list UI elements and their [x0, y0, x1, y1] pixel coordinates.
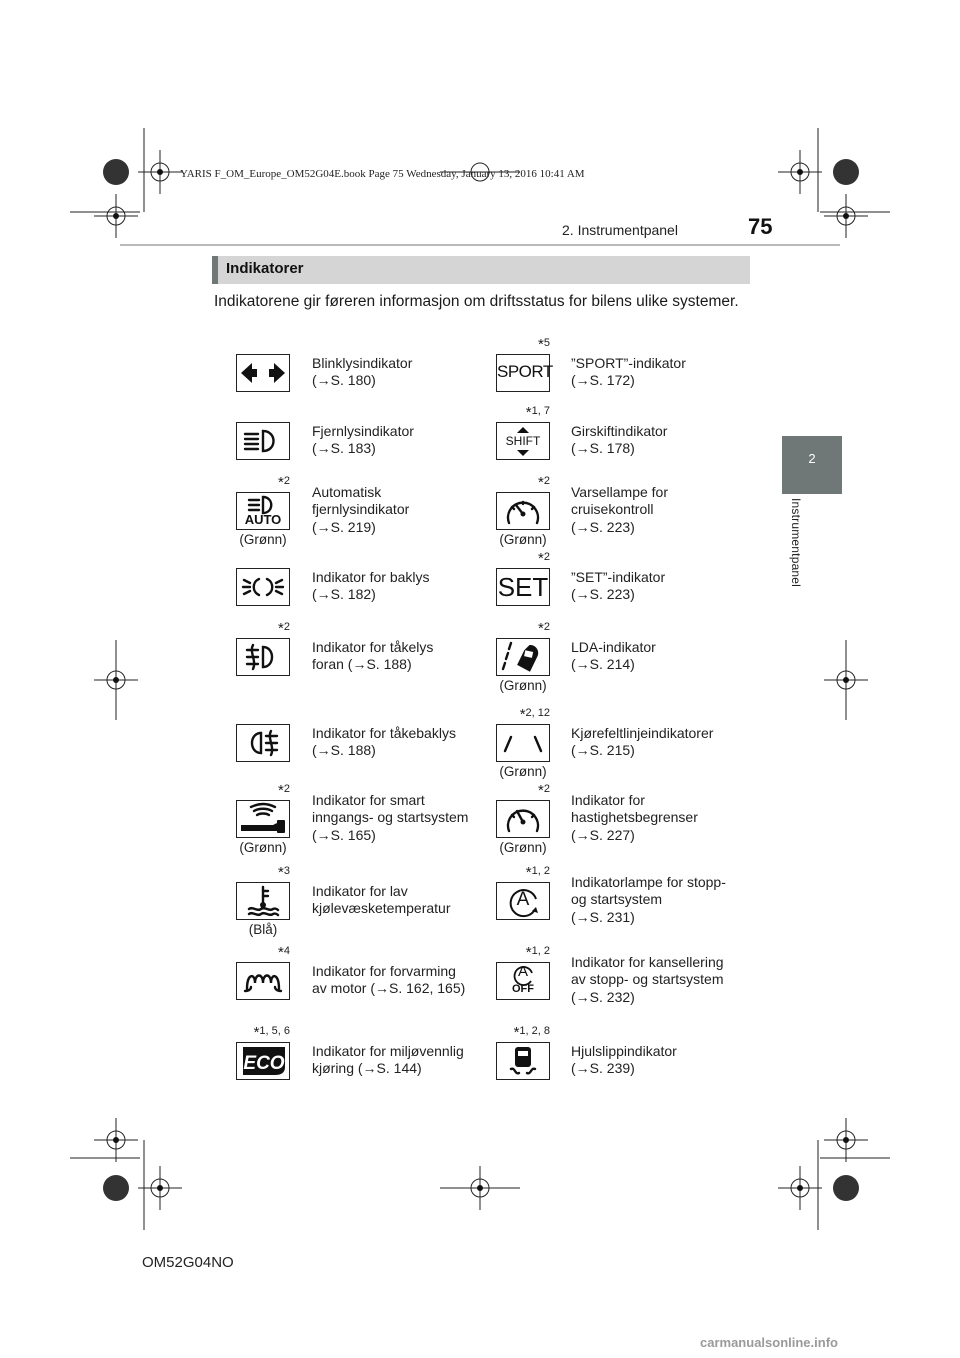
lane-lines-icon — [496, 724, 550, 762]
footnote-marker: *3 — [278, 864, 290, 881]
footnote-number: 2 — [543, 621, 550, 633]
indicator-color-label: (Grønn) — [499, 840, 547, 855]
footnote-number: 5 — [543, 337, 550, 349]
footnote-marker: *2 — [538, 782, 550, 799]
description-line: (→S. 165) — [312, 826, 376, 843]
indicator-description — [312, 1043, 492, 1078]
description-line: inngangs- og startsystem — [312, 809, 469, 826]
description-line: Indikator for miljøvennlig — [312, 1042, 464, 1059]
description-line: (→S. 227) — [571, 826, 635, 843]
footnote-marker: *5 — [538, 336, 550, 353]
indicator-color-label: (Grønn) — [239, 840, 287, 855]
description-line: Indikator for baklys — [312, 568, 430, 585]
eco-icon — [236, 1042, 290, 1080]
smart-entry-icon — [236, 800, 290, 838]
description-line: Indikator for tåkebaklys — [312, 724, 456, 741]
description-line: Indikator for kansellering — [571, 953, 724, 970]
footnote-marker: *2 — [538, 550, 550, 567]
indicator-description — [571, 725, 751, 760]
speed-limiter-icon — [496, 800, 550, 838]
cruise-control-icon — [496, 492, 550, 530]
footnote-number: 1, 2 — [531, 865, 550, 877]
description-line: cruisekontroll — [571, 501, 654, 518]
file-info: YARIS F_OM_Europe_OM52G04E.book Page 75 Wednesday, January 13, 2016 10:41 AM — [180, 168, 585, 180]
indicator-description — [312, 883, 492, 918]
footnote-marker: *1, 2 — [525, 944, 550, 961]
description-line: (→S. 223) — [571, 518, 635, 535]
chapter-title: 2. Instrumentpanel — [562, 222, 678, 238]
description-line: Automatisk — [312, 483, 382, 500]
description-line: Indikator for — [571, 791, 645, 808]
description-line: Indikatorlampe for stopp- — [571, 873, 726, 890]
footnote-number: 2 — [283, 621, 290, 633]
icon-text: SPORT — [497, 362, 553, 381]
description-line: Indikator for lav — [312, 882, 408, 899]
description-line: (→S. 219) — [312, 518, 376, 535]
stop-start-off-icon — [496, 962, 550, 1000]
indicator-color-label: (Grønn) — [499, 764, 547, 779]
front-fog-icon — [236, 638, 290, 676]
description-line: Indikator for smart — [312, 791, 425, 808]
watermark: carmanualsonline.info — [700, 1335, 838, 1350]
indicator-color-label: (Blå) — [248, 922, 278, 937]
indicator-description — [312, 484, 492, 537]
section-heading — [212, 256, 750, 284]
description-line: (→S. 214) — [571, 656, 635, 672]
description-line: (→S. 188) — [312, 742, 376, 758]
description-line: (→S. 180) — [312, 372, 376, 388]
set-icon — [496, 568, 550, 606]
description-line: Indikator for forvarming — [312, 962, 456, 979]
description-line: Indikator for tåkelys — [312, 638, 434, 655]
description-line: (→S. 182) — [312, 586, 376, 602]
indicator-color-label: (Grønn) — [499, 532, 547, 547]
footnote-number: 2 — [543, 551, 550, 563]
footnote-marker: *4 — [278, 944, 290, 961]
footnote-number: 2, 12 — [525, 707, 550, 719]
footnote-marker: *2 — [278, 620, 290, 637]
description-line: ”SPORT”-indikator — [571, 354, 686, 371]
indicator-description — [312, 725, 492, 760]
description-line: av motor (→S. 162, 165) — [312, 980, 466, 996]
icon-text: SHIFT — [505, 434, 541, 448]
footer-code: OM52G04NO — [142, 1254, 234, 1271]
description-line: ”SET”-indikator — [571, 568, 666, 585]
description-line: (→S. 239) — [571, 1060, 635, 1076]
header-rule — [120, 244, 840, 246]
indicator-description — [571, 954, 751, 1007]
icon-text-off: OFF — [512, 983, 534, 995]
footnote-number: 2 — [543, 783, 550, 795]
icon-text: A — [517, 963, 528, 980]
footnote-number: 2 — [283, 475, 290, 487]
footnote-number: 3 — [283, 865, 290, 877]
indicator-description — [571, 569, 751, 604]
description-line: foran (→S. 188) — [312, 656, 412, 672]
slip-indicator-icon — [496, 1042, 550, 1080]
side-tab-number: 2 — [808, 451, 816, 466]
footnote-number: 2 — [283, 783, 290, 795]
footnote-marker: *2, 12 — [519, 706, 550, 723]
footnote-marker: *2 — [538, 620, 550, 637]
low-coolant-temp-icon — [236, 882, 290, 920]
high-beam-icon — [236, 422, 290, 460]
indicator-color-label: (Grønn) — [499, 678, 547, 693]
indicator-description — [312, 569, 492, 604]
indicator-description — [571, 792, 751, 845]
indicator-description — [571, 355, 751, 390]
description-line: (→S. 172) — [571, 372, 635, 388]
description-line: fjernlysindikator — [312, 501, 410, 518]
indicator-description — [312, 792, 492, 845]
description-line: (→S. 223) — [571, 586, 635, 602]
footnote-marker: *1, 2 — [525, 864, 550, 881]
description-line: hastighetsbegrenser — [571, 809, 698, 826]
icon-text-auto: AUTO — [244, 512, 282, 527]
shift-icon — [496, 422, 550, 460]
svg-text:ECO: ECO — [243, 1053, 285, 1074]
sport-icon — [496, 354, 553, 392]
description-line: Fjernlysindikator — [312, 422, 414, 439]
description-line: Varsellampe for — [571, 483, 669, 500]
indicator-description — [571, 1043, 751, 1078]
footnote-number: 1, 5, 6 — [259, 1025, 290, 1037]
indicator-description — [571, 484, 751, 537]
description-line: Girskiftindikator — [571, 422, 668, 439]
lda-icon — [496, 638, 550, 676]
icon-text: A — [516, 889, 530, 910]
description-line: kjølevæsketemperatur — [312, 900, 451, 916]
description-line: (→S. 178) — [571, 440, 635, 456]
footnote-marker: *2 — [278, 474, 290, 491]
glow-plug-icon — [236, 962, 290, 1000]
description-line: og startsystem — [571, 891, 663, 908]
turn-signal-icon — [236, 354, 290, 392]
footnote-marker: *1, 2, 8 — [513, 1024, 550, 1041]
footnote-number: 1, 2 — [531, 945, 550, 957]
rear-fog-icon — [236, 724, 290, 762]
indicator-description — [312, 423, 492, 458]
indicator-description — [312, 639, 492, 674]
footnote-number: 1, 2, 8 — [519, 1025, 550, 1037]
stop-start-icon — [496, 882, 550, 920]
footnote-marker: *2 — [278, 782, 290, 799]
icon-text: SET — [497, 572, 549, 602]
footnote-marker: *2 — [538, 474, 550, 491]
description-line: LDA-indikator — [571, 638, 656, 655]
description-line: Blinklysindikator — [312, 354, 413, 371]
description-line: kjøring (→S. 144) — [312, 1060, 422, 1076]
tail-light-icon — [236, 568, 290, 606]
footnote-number: 1, 7 — [531, 405, 550, 417]
section-title: Indikatorer — [226, 260, 304, 277]
auto-high-beam-icon — [236, 492, 290, 530]
description-line: (→S. 231) — [571, 908, 635, 925]
description-line: (→S. 232) — [571, 988, 635, 1005]
side-tab-label: Instrumentpanel — [789, 498, 803, 588]
indicator-description — [571, 639, 751, 674]
footnote-number: 4 — [283, 945, 290, 957]
page-number: 75 — [748, 214, 773, 239]
description-line: av stopp- og startsystem — [571, 971, 724, 988]
footnote-marker: *1, 7 — [525, 404, 550, 421]
intro-paragraph: Indikatorene gir føreren informasjon om driftsstatus for bilens ulike systemer. — [214, 293, 739, 310]
description-line: Hjulslippindikator — [571, 1042, 677, 1059]
description-line: (→S. 215) — [571, 742, 635, 758]
indicator-color-label: (Grønn) — [239, 532, 287, 547]
indicator-description — [571, 874, 751, 927]
indicator-description — [312, 355, 492, 390]
description-line: (→S. 183) — [312, 440, 376, 456]
footnote-number: 2 — [543, 475, 550, 487]
footnote-marker: *1, 5, 6 — [253, 1024, 290, 1041]
indicator-description — [312, 963, 492, 998]
indicator-description — [571, 423, 751, 458]
description-line: Kjørefeltlinjeindikatorer — [571, 724, 714, 741]
